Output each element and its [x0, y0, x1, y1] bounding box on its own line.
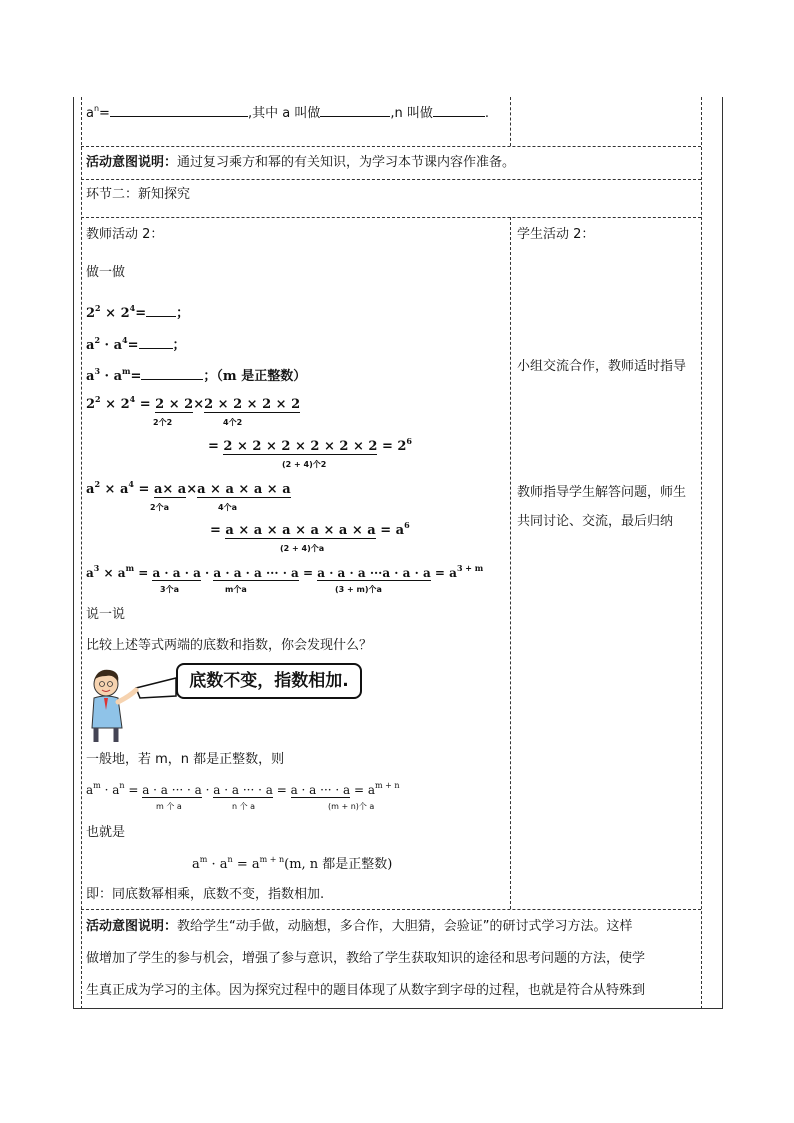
derivation-2: = $2 \times 2 \times 2 \times 2 \times 2 \times 2 = 2^6$	[208, 436, 412, 454]
general-intro: 一般地，若 m，n 都是正整数，则	[86, 752, 285, 767]
table-outer-right-border	[722, 97, 723, 1009]
brace-label: n 个 a	[232, 802, 256, 811]
brace-label: (3 + m)个a	[335, 585, 382, 594]
row-divider-4	[81, 909, 701, 910]
teacher-illustration	[84, 666, 180, 744]
derivation-3: $a^2 \times a^4 = a\times a\times a \times a \times a \times a$	[86, 479, 291, 497]
brace-label: (m + n)个 a	[328, 802, 375, 811]
blank-2	[320, 104, 390, 117]
derivation-1: $2^2 \times 2^4 = 2 \times 2\times 2 \times 2 \times 2 \times 2$	[86, 394, 301, 412]
derivation-5: $a^3 \times a^m = a \cdot a \cdot a \cdot a \cdot a \cdot a$ ··· · $a = a \cdot a \cdot a \cdot\cdot\cdot a \cdot a \cdot a = a^{3 + m}$	[86, 563, 484, 580]
table-bottom-border	[73, 1008, 723, 1009]
student-note-2-cont: 共同讨论、交流，最后归纳	[517, 514, 674, 529]
brace-label: m 个 a	[156, 802, 182, 811]
brace-label: m个a	[225, 585, 247, 594]
table-outer-left-border	[73, 97, 74, 1009]
derivation-4: = $a \times a \times a \times a \times a \times a = a^6$	[210, 520, 410, 538]
row-divider-3	[81, 217, 701, 218]
intent-note-2-line-3: 生真正成为学习的主体。因为探究过程中的题目体现了从数字到字母的过程，也就是符合从特殊到	[86, 983, 646, 998]
brace-label: (2 + 4)个a	[280, 544, 325, 553]
question-1: $2^2 \times 2^4=$ ；	[86, 303, 190, 321]
section-title: 环节二：新知探究	[86, 187, 191, 202]
row-divider-1	[81, 146, 701, 147]
question-2: $a^2 \cdot a^4=$ ；	[86, 335, 186, 353]
teacher-activity-heading: 教师活动 2：	[86, 227, 164, 242]
brace-label: 3个a	[160, 585, 179, 594]
say-heading: 说一说	[86, 607, 126, 622]
also-label: 也就是	[86, 825, 126, 840]
intent-note-2-line-2: 做增加了学生的参与机会，增强了参与意识，教给了学生获取知识的途径和思考问题的方法，使学	[86, 951, 646, 966]
column-divider-top	[510, 97, 511, 146]
say-question: 比较上述等式两端的底数和指数，你会发现什么？	[86, 638, 373, 653]
table-inner-right-border	[701, 97, 702, 1009]
student-note-2: 教师指导学生解答问题，师生	[517, 485, 687, 500]
student-note-1: 小组交流合作，教师适时指导	[517, 359, 687, 374]
blank-1	[110, 104, 248, 117]
intent-note-2-line-1: 活动意图说明：教给学生“动手做，动脑想，多合作，大胆猜，会验证”的研讨式学习方法。这样	[86, 919, 633, 934]
brace-label: 4个2	[223, 418, 243, 427]
brace-label: 2个2	[153, 418, 173, 427]
speech-bubble: 底数不变，指数相加.	[176, 663, 362, 699]
row-divider-2	[81, 179, 701, 180]
brace-label: 4个a	[218, 503, 237, 512]
student-activity-heading: 学生活动 2：	[517, 227, 595, 242]
blank-3	[433, 104, 485, 117]
general-derivation: $a^m \cdot a^n = a \cdot a$ ··· · a · a · a ··· · a = a · a ··· · $a = a^{m + n}$	[86, 781, 400, 797]
question-3: $a^3 \cdot a^m=$ ；（m 是正整数）	[86, 366, 307, 384]
product-rule-formula: $a^m \cdot a^n = a^{m + n}(m$, n 都是正整数)	[192, 855, 393, 872]
brace-label: (2 + 4)个2	[282, 460, 327, 469]
table-inner-left-border	[81, 97, 82, 1009]
rule-statement: 即：同底数幂相乘，底数不变，指数相加.	[86, 887, 325, 902]
power-definition-line: $a^n=$ ,其中 a 叫做 ,n 叫做 .	[86, 104, 489, 121]
intent-note-1: 活动意图说明：通过复习乘方和幂的有关知识，为学习本节课内容作准备。	[86, 155, 516, 170]
do-it-heading: 做一做	[86, 265, 126, 280]
column-divider-main	[510, 217, 511, 909]
brace-label: 2个a	[150, 503, 169, 512]
